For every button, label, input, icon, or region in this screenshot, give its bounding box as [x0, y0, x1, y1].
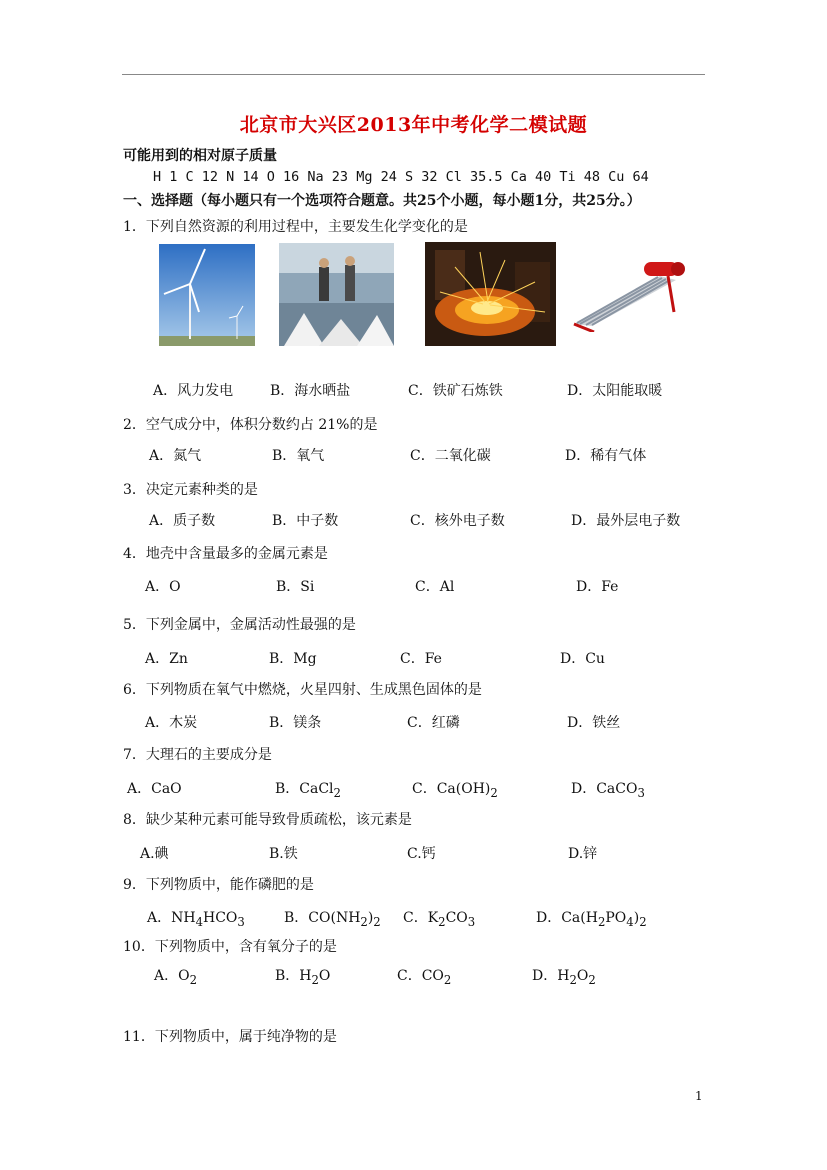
- q4-option-b: B．Si: [276, 579, 315, 595]
- q8-option-a: A.碘: [140, 846, 169, 862]
- q2-option-b: B．氧气: [272, 448, 325, 464]
- q9-d-t3: ): [633, 910, 640, 926]
- q7-option-d: [571, 778, 645, 800]
- q1-option-c: C．铁矿石炼铁: [408, 383, 503, 399]
- q3-option-d: D．最外层电子数: [571, 513, 681, 529]
- q9-c-t2: CO: [445, 910, 468, 926]
- question-6-stem: 6．下列物质在氧气中燃烧，火星四射、生成黑色固体的是: [123, 682, 482, 698]
- q9-a-t2: HCO: [203, 910, 238, 926]
- q10-c-s1: 2: [443, 972, 452, 987]
- question-5-stem: 5．下列金属中，金属活动性最强的是: [123, 617, 356, 633]
- question-11-stem: 11．下列物质中，属于纯净物的是: [123, 1029, 337, 1045]
- masses-values: H 1 C 12 N 14 O 16 Na 23 Mg 24 S 32 Cl 35.5 Ca 40 Ti 48 Cu 64: [153, 169, 649, 185]
- q8-option-c: C.钙: [407, 846, 436, 862]
- page-title: 北京市大兴区2013年中考化学二模试题: [239, 114, 588, 136]
- q6-option-d: D．铁丝: [567, 715, 621, 731]
- q7-b-text: B．CaCl: [275, 781, 334, 797]
- q9-d-s2: 4: [626, 914, 634, 929]
- question-4-stem: 4．地壳中含量最多的金属元素是: [123, 546, 328, 562]
- wind-turbine-photo: [159, 244, 255, 346]
- q9-a-t1: A．NH: [147, 910, 196, 926]
- q7-b-sub: 2: [333, 785, 341, 800]
- q9-d-s3: 2: [639, 914, 647, 929]
- question-1-stem: 1．下列自然资源的利用过程中，主要发生化学变化的是: [123, 219, 468, 235]
- question-9-stem: 9．下列物质中，能作磷肥的是: [123, 877, 314, 893]
- q10-option-b: [275, 965, 330, 987]
- q5-option-d: D．Cu: [560, 651, 605, 667]
- q9-d-t1: D．Ca(H: [536, 910, 598, 926]
- q10-d-t2: O: [576, 968, 589, 984]
- q1-option-b: B．海水晒盐: [270, 383, 351, 399]
- q10-d-s2: 2: [588, 972, 596, 987]
- iron-smelting-photo: [425, 242, 556, 346]
- q7-option-b: [275, 778, 341, 800]
- q10-a-t1: A．O: [154, 968, 190, 984]
- question-10-stem: 10．下列物质中，含有氧分子的是: [123, 939, 337, 955]
- q9-b-t2: ): [367, 910, 374, 926]
- q2-option-c: C．二氧化碳: [410, 448, 491, 464]
- q6-option-a: A．木炭: [145, 715, 198, 731]
- q10-b-s1: 2: [311, 972, 319, 987]
- q4-option-c: C．Al: [415, 579, 455, 595]
- q7-option-a: [127, 778, 182, 798]
- q7-a-text: A．CaO: [127, 781, 182, 797]
- q10-b-t2: O: [318, 968, 331, 984]
- q10-option-d: [532, 965, 596, 987]
- q10-b-t1: B．H: [275, 968, 312, 984]
- q9-option-b: [284, 907, 381, 929]
- q9-b-s2: 2: [373, 914, 381, 929]
- section-heading: 一、选择题（每小题只有一个选项符合题意。共25个小题，每小题1分，共25分。）: [123, 193, 641, 209]
- question-8-stem: 8．缺少某种元素可能导致骨质疏松，该元素是: [123, 812, 412, 828]
- q9-d-t2: PO: [605, 910, 627, 926]
- q8-option-d: D.锌: [568, 846, 598, 862]
- q9-option-d: [536, 907, 647, 929]
- q7-d-text: D．CaCO: [571, 781, 638, 797]
- q5-option-a: A．Zn: [145, 651, 188, 667]
- q10-option-a: [154, 965, 197, 987]
- q9-b-s1: 2: [360, 914, 368, 929]
- q9-d-s1: 2: [597, 914, 606, 929]
- q7-option-c: [412, 778, 498, 800]
- masses-heading: 可能用到的相对原子质量: [123, 148, 277, 164]
- question-3-stem: 3．决定元素种类的是: [123, 482, 258, 498]
- solar-heater-photo: [568, 248, 688, 332]
- sea-salt-photo: [279, 243, 394, 346]
- q9-c-s2: 3: [467, 914, 476, 929]
- q2-option-d: D．稀有气体: [565, 448, 647, 464]
- q9-c-t1: C．K: [403, 910, 439, 926]
- question-7-stem: 7．大理石的主要成分是: [123, 747, 272, 763]
- q5-option-c: C．Fe: [400, 651, 442, 667]
- q4-option-d: D．Fe: [576, 579, 619, 595]
- q1-option-a: A．风力发电: [153, 383, 234, 399]
- question-2-stem: 2．空气成分中，体积分数约占 21%的是: [123, 417, 378, 433]
- q9-b-t1: B．CO(NH: [284, 910, 361, 926]
- header-rule: [122, 74, 705, 75]
- q6-option-c: C．红磷: [407, 715, 460, 731]
- q10-d-t1: D．H: [532, 968, 570, 984]
- q8-option-b: B.铁: [269, 846, 298, 862]
- q5-option-b: B．Mg: [269, 651, 317, 667]
- q2-option-a: A．氮气: [149, 448, 202, 464]
- q9-option-a: [147, 907, 245, 929]
- q7-c-sub: 2: [490, 785, 498, 800]
- q9-option-c: [403, 907, 475, 929]
- q7-d-sub: 3: [637, 785, 645, 800]
- q10-d-s1: 2: [569, 972, 577, 987]
- q10-c-t1: C．CO: [397, 968, 444, 984]
- q9-a-s1: 4: [195, 914, 203, 929]
- q1-option-d: D．太阳能取暖: [567, 383, 663, 399]
- q3-option-c: C．核外电子数: [410, 513, 505, 529]
- q7-c-text: C．Ca(OH): [412, 781, 491, 797]
- q10-option-c: [397, 965, 451, 987]
- q10-a-s1: 2: [189, 972, 198, 987]
- q3-option-b: B．中子数: [272, 513, 339, 529]
- q3-option-a: A．质子数: [149, 513, 216, 529]
- q4-option-a: A．O: [145, 579, 181, 595]
- page-number: 1: [695, 1089, 703, 1103]
- q9-a-s2: 3: [237, 914, 245, 929]
- q9-c-s1: 2: [438, 914, 446, 929]
- q6-option-b: B．镁条: [269, 715, 322, 731]
